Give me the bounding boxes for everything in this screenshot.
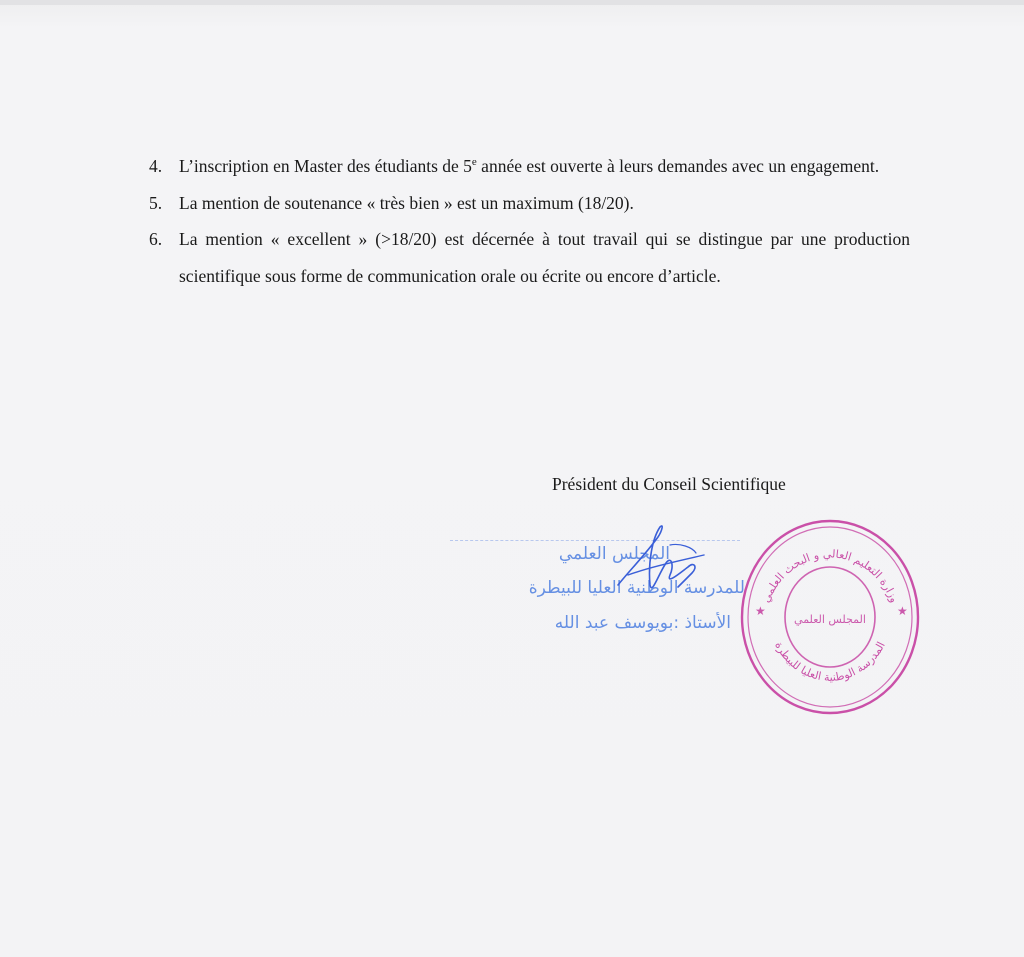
stamp-star-right: ★	[897, 604, 908, 618]
item-text: La mention de soutenance « très bien » est un maximum (18/20).	[179, 192, 634, 213]
rules-list	[145, 148, 910, 294]
stamp-outer-top-text: وزارة التعليم العالي و البحث العلمي	[759, 547, 901, 605]
stamp-line-1: المجلس العلمي	[558, 544, 670, 564]
stamp-line-2: للمدرسة الوطنية العليا للبيطرة	[528, 578, 745, 598]
list-item	[145, 221, 910, 294]
signatory-title: Président du Conseil Scientifique	[552, 474, 786, 494]
item-number: 6.	[149, 229, 163, 249]
round-official-stamp	[735, 515, 925, 720]
svg-text:المدرسة الوطنية العليا للبيطرة	[772, 639, 888, 683]
item-text-part: année est ouverte à leurs demandes avec un engagement.	[476, 156, 880, 176]
item-number: 4.	[149, 156, 163, 176]
superscript: e	[471, 156, 477, 168]
item-text-part: L’inscription en Master des étudiants de 5	[179, 156, 472, 176]
handwritten-signature	[600, 515, 720, 610]
svg-text:وزارة التعليم العالي و البحث ا	[759, 547, 901, 604]
stamp-line-3: الأستاذ :بويوسف عبد الله	[554, 613, 731, 633]
item-text: La mention « excellent » (>18/20) est décernée à tout travail qui se distingue par une production scientifique sous forme de communication orale ou écrite ou encore d’article.	[179, 229, 910, 286]
list-item	[145, 148, 910, 185]
item-number: 5.	[149, 192, 163, 213]
scan-edge	[0, 0, 1024, 5]
stamp-star-left: ★	[755, 604, 766, 618]
stamp-center-text: المجلس العلمي	[794, 613, 866, 626]
list-item	[145, 185, 910, 222]
stamp-outer-bottom-text: المدرسة الوطنية العليا للبيطرة	[772, 639, 888, 684]
item-text	[179, 148, 910, 185]
